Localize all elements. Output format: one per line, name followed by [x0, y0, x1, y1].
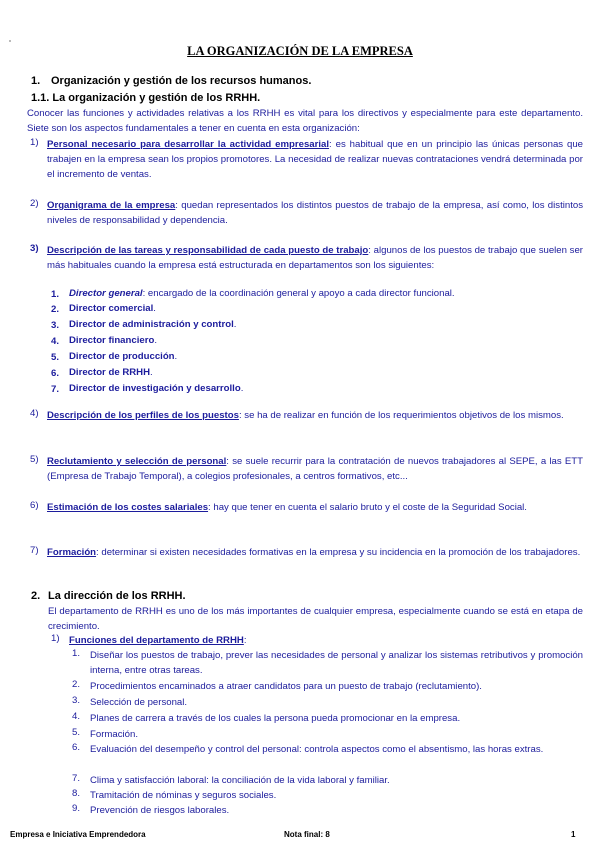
- function-8: Tramitación de nóminas y seguros sociales.: [90, 790, 277, 801]
- item-1-label: Personal necesario para desarrollar la actividad empresarial: [47, 139, 330, 150]
- item-6-text: : hay que tener en cuenta el salario bruto y el coste de la Seguridad Social.: [208, 502, 527, 513]
- item-2-number: 2): [30, 198, 39, 209]
- item-3-text: : algunos de los puestos de trabajo que suelen ser más habituales cuando la empresa está estructurada en departamentos son los siguientes:: [47, 245, 583, 271]
- function-9: Prevención de riesgos laborales.: [90, 805, 230, 816]
- function-1: Diseñar los puestos de trabajo, prever las necesidades de personal y analizar los sistemas retributivos y promoción interna, entre otras tareas.: [90, 650, 583, 676]
- director-7-text: .: [240, 383, 244, 394]
- director-5-role: Director de producción: [69, 351, 175, 362]
- section-1-heading: Organización y gestión de los recursos humanos.: [51, 75, 312, 87]
- item-5-label: Reclutamiento y selección de personal: [47, 456, 227, 467]
- functions-number: 1): [51, 633, 60, 644]
- item-6-label: Estimación de los costes salariales: [47, 502, 209, 513]
- item-4: [47, 408, 583, 423]
- director-6-text: .: [150, 367, 153, 378]
- function-1-number: 1.: [72, 648, 81, 659]
- item-5-number: 5): [30, 454, 39, 465]
- functions-heading: [69, 633, 247, 648]
- page-title: LA ORGANIZACIÓN DE LA EMPRESA: [187, 44, 413, 58]
- function-3: Selección de personal.: [90, 697, 188, 708]
- item-4-label: Descripción de los perfiles de los puestos: [47, 410, 239, 421]
- item-7-label: Formación: [47, 547, 97, 558]
- director-6-number: 6.: [51, 368, 60, 379]
- director-5: [69, 349, 177, 364]
- function-6: Evaluación del desempeño y control del personal: controla aspectos como el absentismo, las horas extras.: [90, 744, 544, 755]
- item-1: [47, 137, 583, 182]
- director-2-number: 2.: [51, 304, 60, 315]
- director-1-role: Director general: [69, 288, 143, 299]
- director-1-number: 1.: [51, 289, 60, 300]
- director-5-text: .: [174, 351, 178, 362]
- director-7-number: 7.: [51, 384, 60, 395]
- director-6: [69, 365, 153, 380]
- function-7-number: 7.: [72, 773, 81, 784]
- item-4-text: : se ha de realizar en función de los requerimientos objetivos de los mismos.: [238, 410, 564, 421]
- item-2-label: Organigrama de la empresa: [47, 200, 176, 211]
- function-8-number: 8.: [72, 788, 81, 799]
- item-6: [47, 500, 583, 515]
- section-2-number: 2.: [31, 590, 41, 602]
- director-4-role: Director financiero: [69, 335, 155, 346]
- item-2: [47, 198, 583, 228]
- function-5-number: 5.: [72, 727, 81, 738]
- item-5-text: : se suele recurrir para la contratación de nuevos trabajadores al SEPE, a las ETT (Empresa de Trabajo Temporal), a colegios profesionales, a centros formativos, etc...: [47, 456, 584, 482]
- item-4-number: 4): [30, 408, 39, 419]
- director-2-role: Director comercial: [69, 303, 154, 314]
- director-1: [69, 286, 455, 301]
- section-1-1-heading: 1.1. La organización y gestión de los RRHH.: [31, 92, 261, 104]
- item-1-text: : es habitual que en un principio las únicas personas que trabajen en la empresa sean los propios promotores. La necesidad de realizar nuevas contrataciones vendrá determinada por el incremento de ventas.: [47, 139, 583, 180]
- page-number: 1: [571, 830, 576, 839]
- item-7: [47, 545, 583, 560]
- director-3-text: .: [233, 319, 237, 330]
- director-4-number: 4.: [51, 336, 60, 347]
- director-2-text: .: [153, 303, 156, 314]
- function-2-number: 2.: [72, 679, 81, 690]
- footer-grade: Nota final: 8: [284, 830, 330, 839]
- function-4-number: 4.: [72, 711, 81, 722]
- function-6-number: 6.: [72, 742, 81, 753]
- item-3-label: Descripción de las tareas y responsabilidad de cada puesto de trabajo: [47, 245, 369, 256]
- item-2-text: : quedan representados los distintos puestos de trabajo de la empresa, así como, los distintos niveles de responsabilidad y dependencia.: [47, 200, 583, 226]
- director-2: [69, 301, 156, 316]
- director-4: [69, 333, 157, 348]
- item-5: [47, 454, 583, 484]
- item-6-number: 6): [30, 500, 39, 511]
- director-3-number: 3.: [51, 320, 60, 331]
- section-2-intro: El departamento de RRHH es uno de los más importantes de cualquier empresa, especialmente cuando se está en etapa de crecimiento.: [48, 606, 583, 632]
- functions-colon: :: [243, 635, 247, 646]
- function-7: Clima y satisfacción laboral: la conciliación de la vida laboral y familiar.: [90, 775, 390, 786]
- item-7-number: 7): [30, 545, 39, 556]
- director-5-number: 5.: [51, 352, 60, 363]
- item-3-number: 3): [30, 243, 39, 254]
- section-1-number: 1.: [31, 75, 41, 87]
- function-3-number: 3.: [72, 695, 81, 706]
- director-7: [69, 381, 243, 396]
- director-6-role: Director de RRHH: [69, 367, 151, 378]
- scan-dot: [9, 40, 11, 42]
- footer-course: Empresa e Iniciativa Emprendedora: [10, 830, 146, 839]
- functions-label: Funciones del departamento de RRHH: [69, 635, 244, 646]
- director-3: [69, 317, 236, 332]
- director-7-role: Director de investigación y desarrollo: [69, 383, 241, 394]
- item-1-number: 1): [30, 137, 39, 148]
- director-1-text: : encargado de la coordinación general y apoyo a cada director funcional.: [142, 288, 455, 299]
- item-3: [47, 243, 583, 273]
- section-1-intro: Conocer las funciones y actividades relativas a los RRHH es vital para los directivos y especialmente para este departamento. Siete son los aspectos fundamentales a tener en cuenta en esta organización:: [27, 108, 583, 134]
- function-5: Formación.: [90, 729, 138, 740]
- function-2: Procedimientos encaminados a atraer candidatos para un puesto de trabajo (reclutamiento).: [90, 681, 482, 692]
- item-7-text: : determinar si existen necesidades formativas en la empresa y su incidencia en la promoción de los trabajadores.: [96, 547, 581, 558]
- section-2-heading: La dirección de los RRHH.: [48, 590, 186, 602]
- director-4-text: .: [154, 335, 157, 346]
- function-9-number: 9.: [72, 803, 81, 814]
- director-3-role: Director de administración y control: [69, 319, 234, 330]
- function-4: Planes de carrera a través de los cuales la persona pueda promocionar en la empresa.: [90, 713, 461, 724]
